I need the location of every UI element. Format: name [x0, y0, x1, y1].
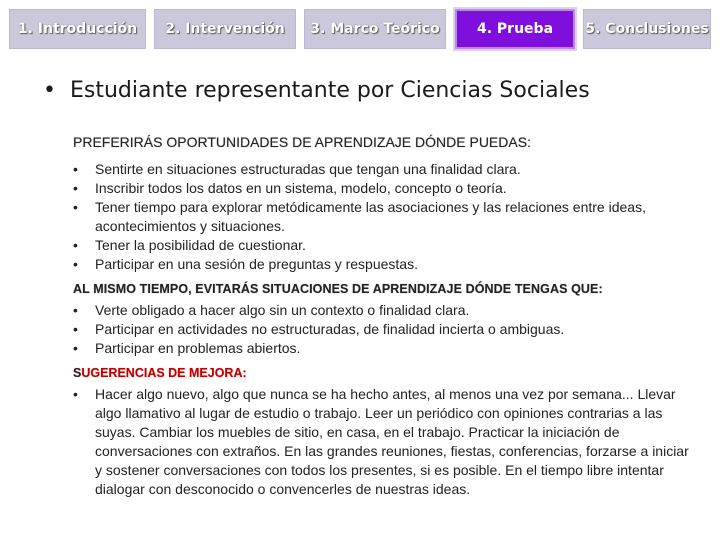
list-item — [73, 179, 693, 198]
list-item — [73, 301, 693, 320]
section-heading-avoid: AL MISMO TIEMPO, EVITARÁS SITUACIONES DE APRENDIZAJE DÓNDE TENGAS QUE: — [73, 282, 603, 296]
list-bullet: • — [73, 321, 78, 337]
section-preferences — [73, 133, 693, 274]
heading-rest: UGERENCIAS DE MEJORA: — [81, 366, 247, 380]
section-avoid — [73, 280, 693, 358]
list-item — [73, 385, 693, 499]
list-item — [73, 198, 693, 236]
tab-label: 2. Intervención — [165, 21, 285, 37]
list-bullet: • — [73, 199, 78, 215]
list-item — [73, 160, 693, 179]
content-area — [73, 133, 693, 499]
avoid-list — [73, 301, 693, 358]
section-heading-preferences: PREFERIRÁS OPORTUNIDADES DE APRENDIZAJE DÓNDE PUEDAS: — [73, 134, 531, 150]
heading-first-letter: S — [73, 366, 82, 380]
list-bullet: • — [73, 180, 78, 196]
title-bullet: • — [43, 78, 56, 103]
preferences-list — [73, 160, 693, 274]
list-item-text: Participar en actividades no estructuradas, de finalidad incierta o ambiguas. — [95, 321, 565, 337]
tab-prueba[interactable] — [455, 9, 575, 49]
list-bullet: • — [73, 340, 78, 356]
list-item — [73, 255, 693, 274]
list-item-text: Tener tiempo para explorar metódicamente las asociaciones y las relaciones entre ideas, acontecimientos y situaciones. — [95, 199, 646, 234]
list-item-text: Tener la posibilidad de cuestionar. — [95, 237, 306, 253]
tab-introduccion[interactable] — [9, 9, 146, 49]
section-heading-suggestions — [73, 364, 693, 383]
list-item-text: Participar en una sesión de preguntas y respuestas. — [95, 256, 418, 272]
tab-label: 1. Introducción — [17, 21, 138, 37]
tab-marco-teorico[interactable] — [304, 9, 446, 49]
list-item-text: Hacer algo nuevo, algo que nunca se ha hecho antes, al menos una vez por semana... Llevar algo llamativo al lugar de estudio o trabajo. Leer un periódico con opiniones contrarias a las suyas. Cambiar los muebles de sitio, en casa, en el trabajo. Practicar la iniciación de conversaciones con extraños. En las grandes reuniones, fiestas, conferencias, forzarse a iniciar y sostener conversaciones con todos los presentes, si es posible. En el tiempo libre intentar dialogar con desconocido o convencerles de nuestras ideas. — [95, 386, 689, 497]
list-bullet: • — [73, 256, 78, 272]
list-item-text: Verte obligado a hacer algo sin un contexto o finalidad clara. — [95, 302, 470, 318]
suggestions-list — [73, 385, 693, 499]
page-title: Estudiante representante por Ciencias Sociales — [69, 78, 590, 103]
list-bullet: • — [73, 302, 78, 318]
tab-bar — [0, 9, 720, 51]
main-title-row — [43, 78, 590, 103]
list-item — [73, 320, 693, 339]
list-bullet: • — [73, 386, 78, 402]
tab-conclusiones[interactable] — [583, 9, 711, 49]
tab-label: 5. Conclusiones — [585, 21, 709, 37]
tab-label: 4. Prueba — [476, 21, 554, 37]
tab-intervencion[interactable] — [154, 9, 296, 49]
list-item-text: Participar en problemas abiertos. — [95, 340, 301, 356]
list-item — [73, 236, 693, 255]
list-bullet: • — [73, 237, 78, 253]
list-item — [73, 339, 693, 358]
list-item-text: Sentirte en situaciones estructuradas que tengan una finalidad clara. — [95, 161, 521, 177]
tab-label: 3. Marco Teórico — [310, 21, 440, 37]
list-bullet: • — [73, 161, 78, 177]
list-item-text: Inscribir todos los datos en un sistema, modelo, concepto o teoría. — [95, 180, 507, 196]
section-suggestions — [73, 364, 693, 499]
